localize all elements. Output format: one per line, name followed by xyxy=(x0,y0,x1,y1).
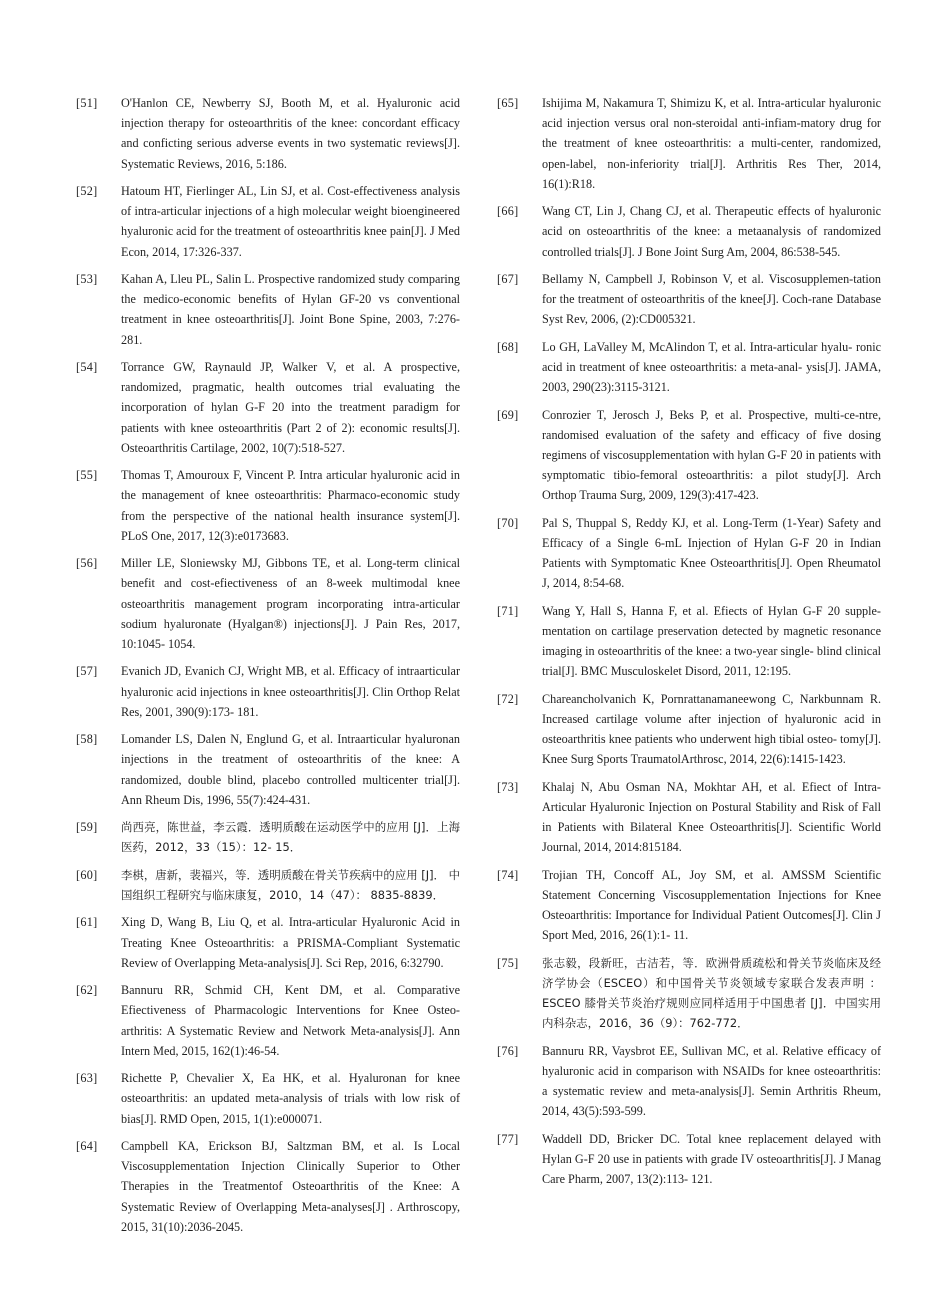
reference-text: Lomander LS, Dalen N, Englund G, et al. Intraarticular hyaluronan injections in the treatment of osteoarthritis of the knee: A randomized, double blind, placebo controlled multicenter trial[J]. Ann Rheum Dis, 1996, 55(7):424-431. xyxy=(121,732,460,807)
reference-text: Miller LE, Sloniewsky MJ, Gibbons TE, et al. Long-term clinical benefit and cost-efiectiveness of an 8-week multimodal knee osteoarthritis management program incorporating intra-articular sodium hyaluronate (Hyalgan®) injections[J]. J Pain Res, 2017, 10:1045- 1054. xyxy=(121,556,460,652)
reference-number: [69] xyxy=(497,407,519,422)
reference-number: [58] xyxy=(76,732,98,747)
reference-entry xyxy=(76,181,460,262)
reference-number: [73] xyxy=(497,779,519,794)
reference-number: [70] xyxy=(497,515,519,530)
reference-number: [54] xyxy=(76,360,98,374)
references-right-column xyxy=(497,93,881,1210)
reference-text: 李棋，唐新，裴福兴，等．透明质酸在骨关节疾病中的应用 [J]． 中国组织工程研究与临床康复，2010，14（47）： 8835-8839． xyxy=(121,867,460,902)
reference-text: Wang Y, Hall S, Hanna F, et al. Efiects of Hylan G-F 20 supple- mentation on cartilage preservation detected by magnetic resonance imaging in osteoarthritis of the knee: a two-year single- blind clinical trial[J]. BMC Musculoskelet Disord, 2011, 12:195. xyxy=(542,603,881,679)
reference-number: [61] xyxy=(76,915,98,930)
reference-text: Trojian TH, Concoff AL, Joy SM, et al. AMSSM Scientific Statement Concerning Viscosupplementation Injections for Knee Osteoarthritis: Importance for Individual Patient Outcomes[J]. Clin J Sport Med, 2016, 26(1):1- 11. xyxy=(542,867,881,943)
reference-text: Hatoum HT, Fierlinger AL, Lin SJ, et al. Cost-effectiveness analysis of intra-articular injections of a high molecular weight bioengineered hyaluronic acid for the treatment of osteoarthritis knee pain[J]. J Med Econ, 2014, 17:326-337. xyxy=(121,184,460,259)
reference-entry xyxy=(497,1129,881,1190)
reference-text: Torrance GW, Raynauld JP, Walker V, et al. A prospective, randomized, pragmatic, health outcomes trial evaluating the incorporation of hylan G-F 20 into the treatment paradigm for patients with knee osteoarthritis (Part 2 of 2): economic results[J]. Osteoarthritis Cartilage, 2002, 10(7):518-527. xyxy=(121,360,460,455)
reference-text: Waddell DD, Bricker DC. Total knee replacement delayed with Hylan G-F 20 use in patients with grade IV osteoarthritis[J]. J Manag Care Pharm, 2007, 13(2):113- 121. xyxy=(542,1131,881,1187)
reference-text: Campbell KA, Erickson BJ, Saltzman BM, et al. Is Local Viscosupplementation Injection Clinically Superior to Other Therapies in the Treatmentof Osteoarthritis of the Knee: A Systematic Review of Overlapping Meta-analyses[J] . Arthroscopy, 2015, 31(10):2036-2045. xyxy=(121,1138,460,1234)
reference-entry xyxy=(76,865,460,905)
reference-text: Bellamy N, Campbell J, Robinson V, et al. Viscosupplemen-tation for the treatment of osteoarthritis of the knee[J]. Coch-rane Database Syst Rev, 2006, (2):CD005321. xyxy=(542,272,881,327)
reference-text: 张志毅，段新旺，古洁若，等．欧洲骨质疏松和骨关节炎临床及经济学协会（ESCEO）和中国骨关节炎领域专家联合发表声明 ：ESCEO 膝骨关节炎治疗规则应同样适用于中国患者 [J]．中国实用内科杂志，2016，36（9）：762-772． xyxy=(542,955,881,1031)
reference-entry xyxy=(76,729,460,810)
reference-entry xyxy=(76,465,460,546)
reference-text: O'Hanlon CE, Newberry SJ, Booth M, et al. Hyaluronic acid injection therapy for osteoarthritis of the knee: concordant efficacy and conficting serious adverse events in two systematic reviews[J]. Systematic Reviews, 2016, 5:186. xyxy=(121,96,460,171)
reference-entry xyxy=(497,953,881,1034)
reference-entry xyxy=(497,865,881,946)
reference-text: Ishijima M, Nakamura T, Shimizu K, et al. Intra-articular hyaluronic acid injection versus oral non-steroidal anti-infiam-matory drug for the treatment of knee osteoarthritis: a multi-center, randomized, open-label, non-inferiority trial[J]. Arthritis Res Ther, 2014, 16(1):R18. xyxy=(542,96,881,191)
reference-text: Xing D, Wang B, Liu Q, et al. Intra-articular Hyaluronic Acid in Treating Knee Osteoarthritis: a PRISMA-Compliant Systematic Review of Overlapping Meta-analysis[J]. Sci Rep, 2016, 6:32790. xyxy=(121,915,460,970)
reference-text: Bannuru RR, Schmid CH, Kent DM, et al. Comparative Efiectiveness of Pharmacologic Interventions for Knee Osteo- arthritis: A Systematic Review and Network Meta-analysis[J]. Ann Intern Med, 2015, 162(1):46-54. xyxy=(121,983,460,1058)
reference-number: [66] xyxy=(497,204,519,219)
reference-text: Kahan A, Lleu PL, Salin L. Prospective randomized study comparing the medico-economic benefits of Hylan GF-20 vs conventional treatment in knee osteoarthritis[J]. Joint Bone Spine, 2003, 7:276-281. xyxy=(121,272,460,347)
reference-text: Bannuru RR, Vaysbrot EE, Sullivan MC, et al. Relative efficacy of hyaluronic acid in comparison with NSAIDs for knee osteoarthritis: a systematic review and meta-analysis[J]. Semin Arthritis Rheum, 2014, 43(5):593-599. xyxy=(542,1043,881,1119)
reference-number: [76] xyxy=(497,1043,519,1058)
reference-number: [53] xyxy=(76,272,98,286)
reference-number: [55] xyxy=(76,468,98,483)
reference-entry xyxy=(76,817,460,857)
reference-number: [74] xyxy=(497,867,519,882)
reference-text: Wang CT, Lin J, Chang CJ, et al. Therapeutic effects of hyaluronic acid on osteoarthritis of the knee: a metaanalysis of randomized controlled trials[J]. J Bone Joint Surg Am, 2004, 86:538-545. xyxy=(542,204,881,259)
reference-entry xyxy=(76,1136,460,1237)
reference-number: [52] xyxy=(76,184,98,198)
references-left-column xyxy=(76,93,460,1244)
reference-number: [64] xyxy=(76,1138,98,1153)
reference-text: 尚西亮，陈世益，李云霞．透明质酸在运动医学中的应用 [J]．上海医药，2012，33（15）：12- 15． xyxy=(121,820,460,855)
reference-number: [62] xyxy=(76,983,98,998)
reference-number: [51] xyxy=(76,96,98,110)
reference-number: [57] xyxy=(76,664,98,679)
reference-entry xyxy=(497,201,881,262)
reference-text: Lo GH, LaValley M, McAlindon T, et al. Intra-articular hyalu- ronic acid in treatment of knee osteoarthritis: a meta-anal- ysis[J]. JAMA, 2003, 290(23):3115-3121. xyxy=(542,339,881,395)
reference-number: [77] xyxy=(497,1131,519,1146)
reference-entry xyxy=(76,980,460,1061)
reference-entry xyxy=(76,357,460,458)
reference-entry xyxy=(76,661,460,722)
reference-text: Evanich JD, Evanich CJ, Wright MB, et al. Efficacy of intraarticular hyaluronic acid injections in knee osteoarthritis[J]. Clin Orthop Relat Res, 2001, 390(9):173- 181. xyxy=(121,664,460,719)
reference-text: Chareancholvanich K, Pornrattanamaneewong C, Narkbunnam R. Increased cartilage volume after injection of hyaluronic acid in osteoarthritis knee patients who underwent high tibial osteo- tomy[J]. Knee Surg Sports TraumatolArthrosc, 2014, 22(6):1415-1423. xyxy=(542,691,881,767)
reference-entry xyxy=(497,1041,881,1122)
reference-text: Khalaj N, Abu Osman NA, Mokhtar AH, et al. Efiect of Intra-Articular Hyaluronic Injection on Postural Stability and Risk of Fall in Patients with Bilateral Knee Osteoarthritis[J]. Scientific World Journal, 2014, 2014:815184. xyxy=(542,779,881,855)
reference-entry xyxy=(497,269,881,330)
reference-entry xyxy=(76,912,460,973)
reference-entry xyxy=(497,405,881,506)
reference-number: [56] xyxy=(76,556,98,571)
reference-entry xyxy=(76,269,460,350)
reference-entry xyxy=(497,337,881,398)
reference-entry xyxy=(497,777,881,858)
reference-text: Conrozier T, Jerosch J, Beks P, et al. Prospective, multi-ce-ntre, randomised evaluation of the safety and efficacy of five dosing regimens of viscosupplementation with hylan G-F 20 in patients with symptomatic tibio-femoral osteoarthritis: a pilot study[J]. Arch Orthop Trauma Surg, 2009, 129(3):417-423. xyxy=(542,407,881,503)
reference-text: Thomas T, Amouroux F, Vincent P. Intra articular hyaluronic acid in the management of knee osteoarthritis: Pharmaco-economic study from the perspective of the national health insurance system[J]. PLoS One, 2017, 12(3):e0173683. xyxy=(121,468,460,543)
reference-number: [71] xyxy=(497,603,519,618)
reference-entry xyxy=(497,601,881,682)
reference-number: [72] xyxy=(497,691,519,706)
reference-entry xyxy=(497,93,881,194)
reference-number: [65] xyxy=(497,96,519,110)
reference-text: Richette P, Chevalier X, Ea HK, et al. Hyaluronan for knee osteoarthritis: an updated meta-analysis of trials with low risk of bias[J]. RMD Open, 2015, 1(1):e000071. xyxy=(121,1071,460,1126)
reference-number: [67] xyxy=(497,272,519,286)
reference-number: [63] xyxy=(76,1071,98,1086)
reference-number: [68] xyxy=(497,339,519,354)
reference-text: Pal S, Thuppal S, Reddy KJ, et al. Long-Term (1-Year) Safety and Efficacy of a Single 6-mL Injection of Hylan G-F 20 in Indian Patients with Symptomatic Knee Osteoarthritis[J]. Open Rheumatol J, 2014, 8:54-68. xyxy=(542,515,881,591)
reference-entry xyxy=(76,553,460,654)
reference-number: [60] xyxy=(76,867,98,882)
reference-entry xyxy=(76,1068,460,1129)
reference-entry xyxy=(497,513,881,594)
reference-entry xyxy=(76,93,460,174)
reference-number: [75] xyxy=(497,955,519,970)
reference-number: [59] xyxy=(76,820,98,835)
reference-entry xyxy=(497,689,881,770)
